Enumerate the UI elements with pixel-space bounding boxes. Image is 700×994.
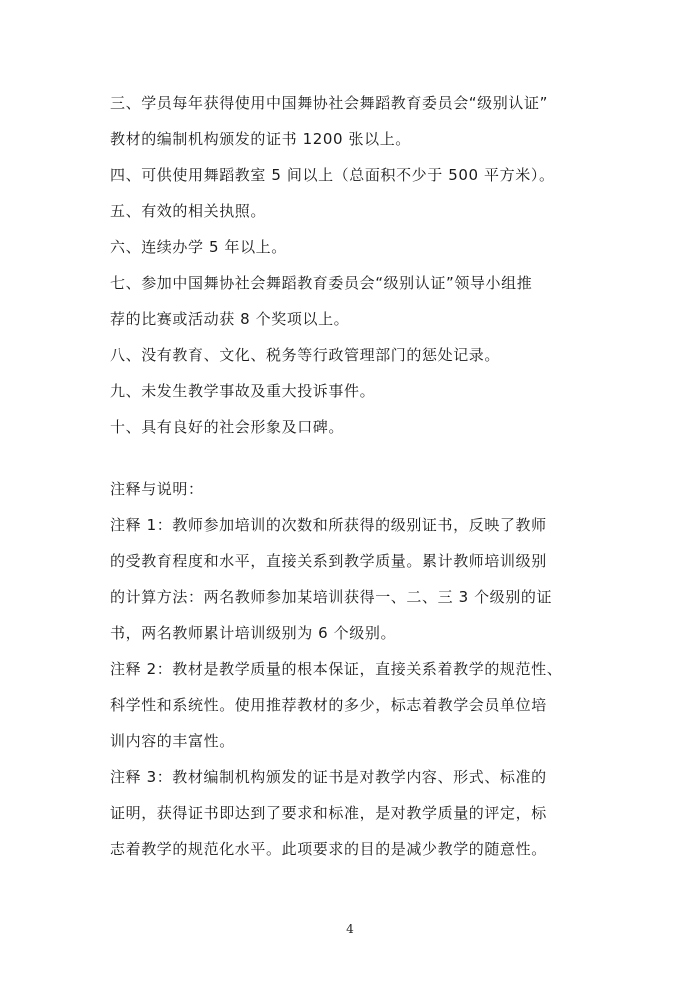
text-line: 荐的比赛或活动获 8 个奖项以上。 bbox=[110, 310, 350, 328]
text-line: 注释 1：教师参加培训的次数和所获得的级别证书，反映了教师 bbox=[110, 516, 547, 534]
note-2 bbox=[110, 658, 610, 752]
text-line: 书，两名教师累计培训级别为 6 个级别。 bbox=[110, 624, 397, 642]
requirement-8 bbox=[110, 344, 610, 366]
text-line: 教材的编制机构颁发的证书 1200 张以上。 bbox=[110, 130, 411, 148]
requirement-9 bbox=[110, 380, 610, 402]
requirement-7 bbox=[110, 272, 610, 330]
requirement-5 bbox=[110, 200, 610, 222]
text-line: 的受教育程度和水平，直接关系到教学质量。累计教师培训级别 bbox=[110, 552, 547, 570]
text-line: 注释 2：教材是教学质量的根本保证，直接关系着教学的规范性、 bbox=[110, 660, 563, 678]
text-line: 志着教学的规范化水平。此项要求的目的是减少教学的随意性。 bbox=[110, 840, 547, 858]
text-line: 五、有效的相关执照。 bbox=[110, 202, 267, 220]
text-line: 证明，获得证书即达到了要求和标准，是对教学质量的评定，标 bbox=[110, 804, 547, 822]
text-line: 训内容的丰富性。 bbox=[110, 732, 235, 750]
text-line: 九、未发生教学事故及重大投诉事件。 bbox=[110, 382, 376, 400]
note-1 bbox=[110, 514, 610, 644]
text-line: 七、参加中国舞协社会舞蹈教育委员会“级别认证”领导小组推 bbox=[110, 274, 533, 292]
note-3 bbox=[110, 766, 610, 860]
text-line: 注释 3：教材编制机构颁发的证书是对教学内容、形式、标准的 bbox=[110, 768, 547, 786]
page-content bbox=[110, 92, 610, 860]
requirement-6 bbox=[110, 236, 610, 258]
notes-heading: 注释与说明： bbox=[110, 480, 204, 498]
requirement-10 bbox=[110, 416, 610, 438]
page-number: 4 bbox=[346, 922, 354, 936]
text-line: 的计算方法：两名教师参加某培训获得一、二、三 3 个级别的证 bbox=[110, 588, 553, 606]
requirement-4 bbox=[110, 164, 610, 186]
text-line: 十、具有良好的社会形象及口碑。 bbox=[110, 418, 345, 436]
text-line: 六、连续办学 5 年以上。 bbox=[110, 238, 287, 256]
requirement-3 bbox=[110, 92, 610, 150]
text-line: 四、可供使用舞蹈教室 5 间以上（总面积不少于 500 平方米）。 bbox=[110, 166, 555, 184]
text-line: 八、没有教育、文化、税务等行政管理部门的惩处记录。 bbox=[110, 346, 501, 364]
text-line: 三、学员每年获得使用中国舞协社会舞蹈教育委员会“级别认证” bbox=[110, 94, 548, 112]
text-line: 科学性和系统性。使用推荐教材的多少，标志着教学会员单位培 bbox=[110, 696, 547, 714]
